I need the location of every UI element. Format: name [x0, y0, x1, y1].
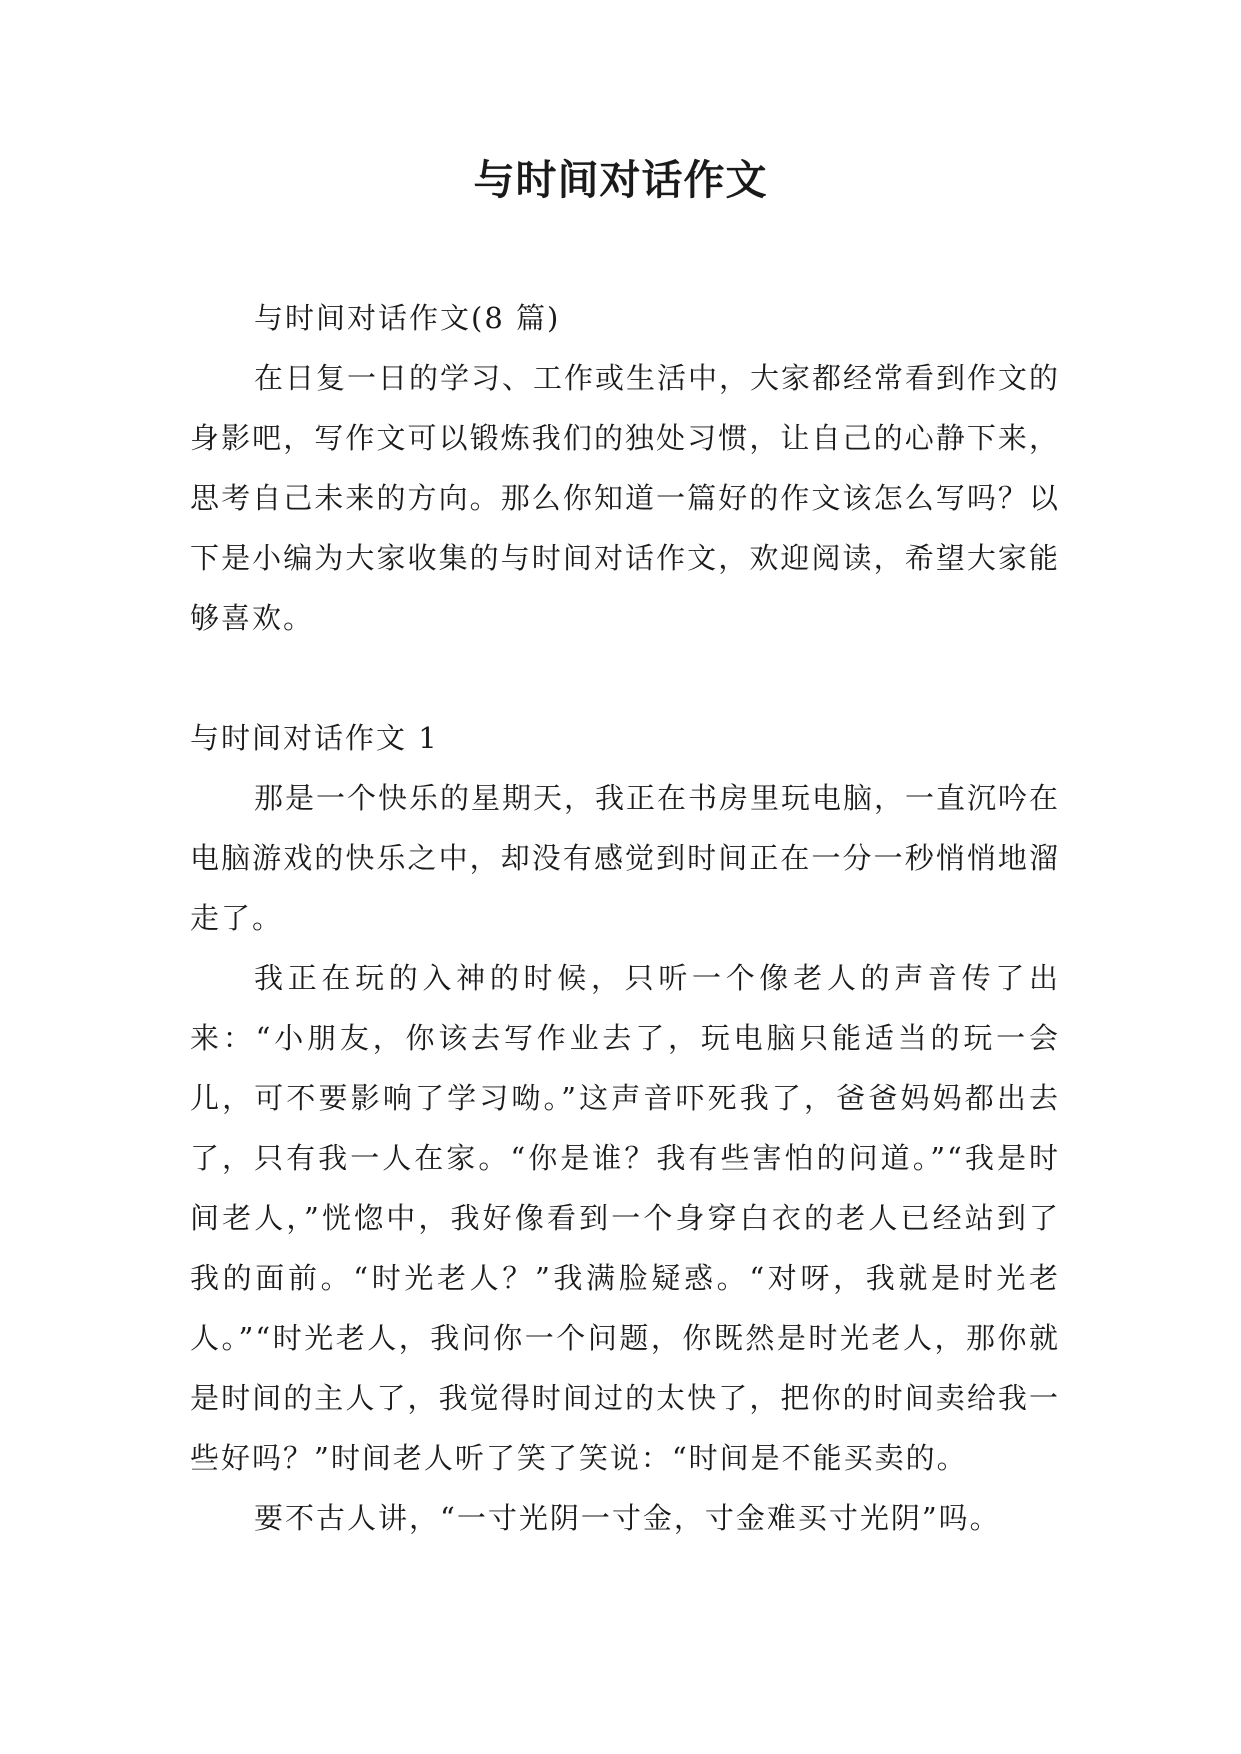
section-spacer [190, 648, 1060, 708]
section-heading: 与时间对话作文 1 [190, 721, 439, 755]
body-paragraph: 要不古人讲，“一寸光阴一寸金，寸金难买寸光阴”吗。 [254, 1501, 1001, 1535]
body-paragraph: 那是一个快乐的星期天，我正在书房里玩电脑，一直沉吟在电脑游戏的快乐之中，却没有感觉到时间正在一分一秒悄悄地溜走了。 [190, 781, 1061, 935]
body-paragraph: 我正在玩的入神的时候，只听一个像老人的声音传了出来：“小朋友，你该去写作业去了，玩电脑只能适当的玩一会儿，可不要影响了学习呦。”这声音吓死我了，爸爸妈妈都出去了，只有我一人在家。“你是谁？我有些害怕的问道。”“我是时间老人，”恍惚中，我好像看到一个身穿白衣的老人已经站到了我的面前。“时光老人？”我满脸疑惑。“对呀，我就是时光老人。”“时光老人，我问你一个问题，你既然是时光老人，那你就是时间的主人了，我觉得时间过的太快了，把你的时间卖给我一些好吗？”时间老人听了笑了笑说：“时间是不能买卖的。 [190, 961, 1060, 1475]
document-body [190, 288, 1060, 1548]
document-title: 与时间对话作文 [473, 156, 768, 204]
intro-paragraph: 在日复一日的学习、工作或生活中，大家都经常看到作文的身影吧，写作文可以锻炼我们的独处习惯，让自己的心静下来，思考自己未来的方向。那么你知道一篇好的作文该怎么写吗？以下是小编为大家收集的与时间对话作文，欢迎阅读，希望大家能够喜欢。 [190, 361, 1061, 635]
document-subtitle: 与时间对话作文(8 篇) [254, 301, 561, 335]
